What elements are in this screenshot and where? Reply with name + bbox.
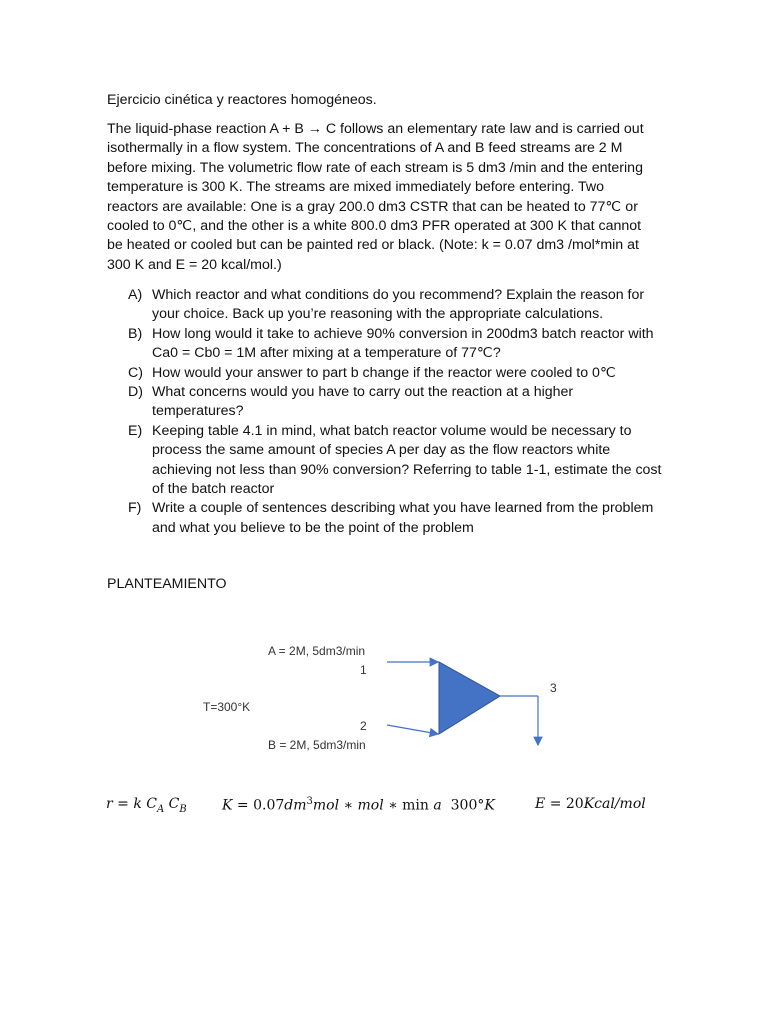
- k-a: a: [433, 797, 442, 814]
- question-text: Which reactor and what conditions do you recommend? Explain the reason for your choice. Back up you’re reasoning with the appropriate calculations.: [152, 287, 645, 323]
- question-text: How would your answer to part b change if the reactor were cooled to 0℃: [152, 364, 616, 381]
- rate-constant-equation: $K = 0.07dm^3mol$ ∗ mol ∗ min a 300°K: [222, 796, 495, 814]
- question-text: Write a couple of sentences describing what you have learned from the problem and what you believe to be the point of the problem: [152, 500, 654, 536]
- rate-constant-symbol: k: [133, 796, 142, 812]
- question-marker: C): [128, 364, 143, 381]
- k-value: 0.07: [253, 797, 285, 814]
- rate-law-equation: r = k $C_A$ $C_B$: [106, 796, 187, 815]
- reactor-triangle: [439, 662, 500, 734]
- question-marker: A): [128, 287, 143, 303]
- question-text: How long would it take to achieve 90% conversion in 200dm3 batch reactor with Ca0 = Cb0 = 1M after mixing at a temperature of 77℃?: [152, 325, 654, 362]
- k-temperature: 300°: [450, 797, 485, 814]
- question-item-f: [128, 499, 668, 538]
- question-item-d: [128, 383, 668, 422]
- stream-3-label: 3: [550, 681, 557, 695]
- question-text: Keeping table 4.1 in mind, what batch reactor volume would be necessary to process the same amount of species A per day as the flow reactors white achieving not less than 90% conversion? Referring to table 1-1, estimate the cost of the batch reactor: [152, 422, 662, 498]
- question-marker: F): [128, 500, 142, 517]
- document-title: Ejercicio cinética y reactores homogéneos.: [107, 92, 377, 108]
- rate-symbol: r: [106, 796, 113, 812]
- e-symbol: E: [535, 796, 546, 812]
- question-marker: B): [128, 325, 143, 342]
- stream-2-label: 2: [360, 719, 367, 733]
- k-dm: dm: [284, 797, 307, 814]
- stream-a-label: A = 2M, 5dm3/min: [268, 644, 366, 658]
- temperature-label: T=300°K: [203, 700, 251, 714]
- question-item-c: [128, 364, 668, 383]
- k-min: min: [402, 797, 429, 814]
- stream-1-label: 1: [360, 663, 367, 677]
- k-temperature-unit: K: [484, 797, 495, 814]
- section-heading: PLANTEAMIENTO: [107, 576, 227, 592]
- problem-statement: The liquid-phase reaction A + B → C follows an elementary rate law and is carried out isothermally in a flow system. The concentrations of A and B feed streams are 2 M before mixing. The volumetric flow rate of each stream is 5 dm3 /min and the entering temperature is 300 K. The streams are mixed immediately before entering. Two reactors are available: One is a gray 200.0 dm3 CSTR that can be heated to 77℃ or cooled to 0℃, and the other is a white 800.0 dm3 PFR operated at 300 K that cannot be heated or cooled but can be painted red or black. (Note: k = 0.07 dm3 /mol*min at 300 K and E = 20 kcal/mol.): [107, 121, 644, 273]
- question-item-e: [128, 422, 668, 500]
- activation-energy-equation: E = 20Kcal/mol: [535, 796, 646, 812]
- question-item-b: [128, 325, 668, 364]
- k-exponent: 3: [306, 796, 313, 807]
- e-unit: Kcal/mol: [583, 796, 646, 812]
- question-item-a: [128, 286, 668, 325]
- question-marker: D): [128, 384, 143, 401]
- stream-b-label: B = 2M, 5dm3/min: [268, 738, 366, 752]
- reactor-diagram: [195, 640, 575, 760]
- k-mol: mol: [312, 797, 340, 814]
- e-value: 20: [565, 796, 584, 812]
- feed-arrow-b: [387, 725, 438, 734]
- k-mol: mol: [357, 797, 384, 814]
- question-text: What concerns would you have to carry out the reaction at a higher temperatures?: [152, 384, 574, 420]
- k-symbol: K: [222, 797, 233, 814]
- question-list: [128, 286, 668, 538]
- question-marker: E): [128, 422, 143, 439]
